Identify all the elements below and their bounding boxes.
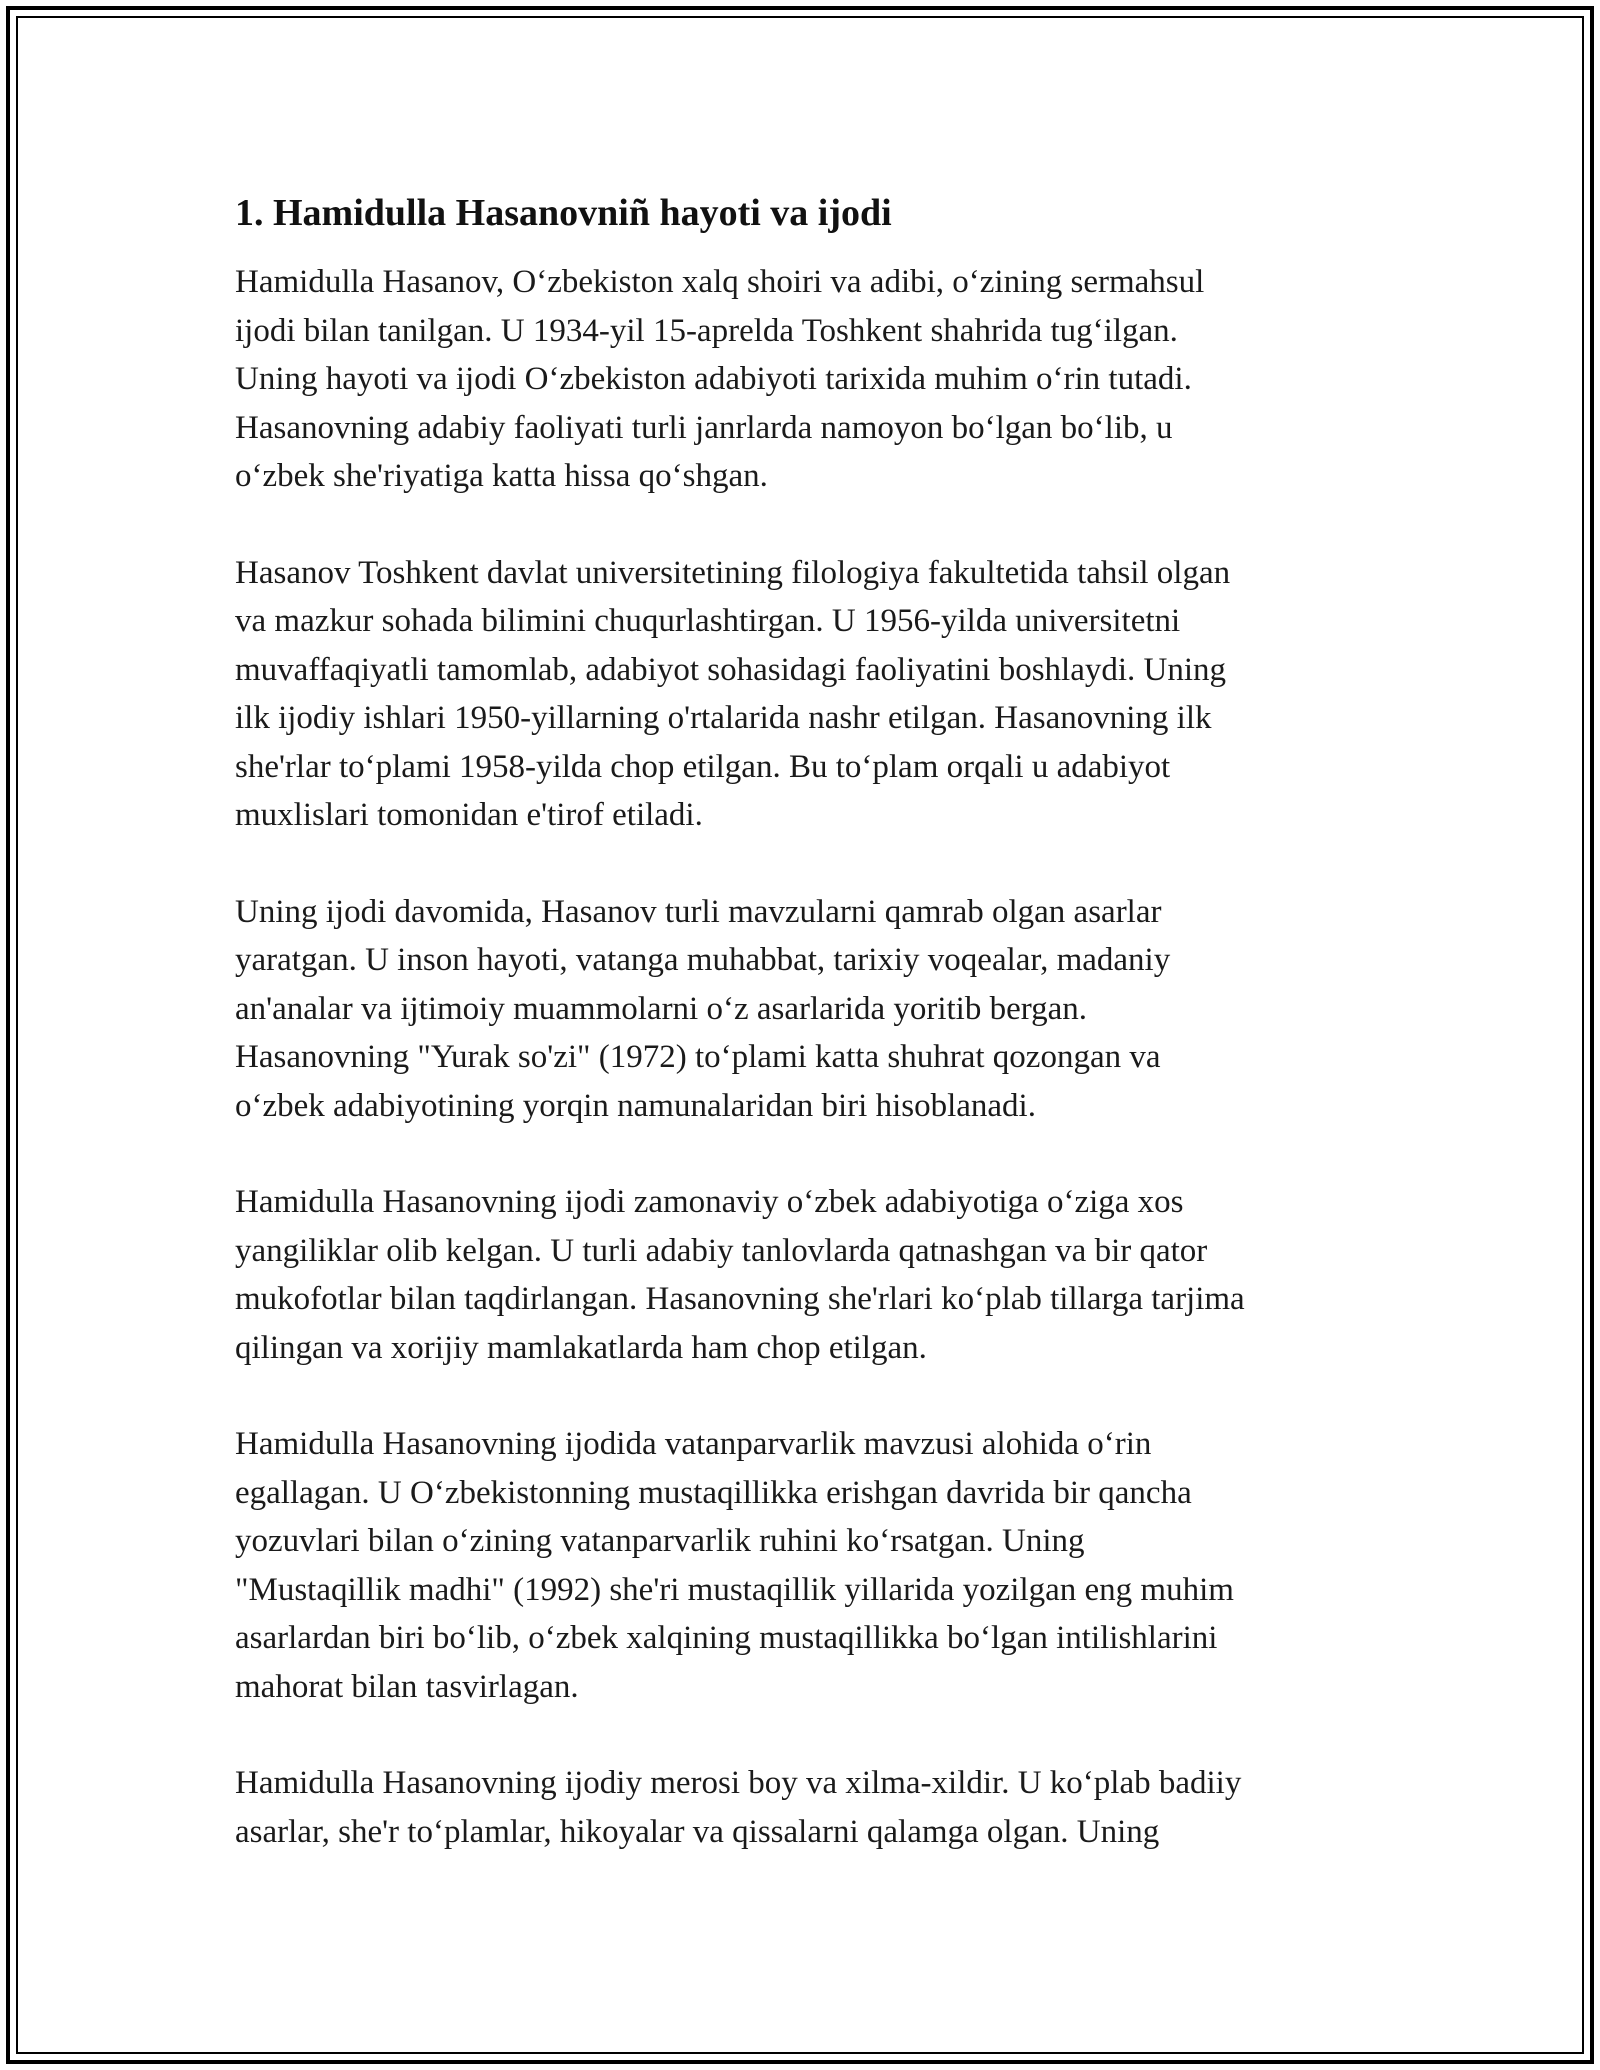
paragraph-4: Hamidulla Hasanovning ijodi zamonaviy o‘zbek adabiyotiga o‘ziga xos yangiliklar olib kelgan. U turli adabiy tanlovlarda qatnashgan va bir qator mukofotlar bilan taqdirlangan. Hasanovning she'rlari ko‘plab tillarga tarjima qilingan va xorijiy mamlakatlarda ham chop etilgan.	[235, 1184, 1245, 1366]
section-heading: 1. Hamidulla Hasanovniñ hayoti va ijodi	[235, 192, 892, 234]
paragraph-6: Hamidulla Hasanovning ijodiy merosi boy va xilma-xildir. U ko‘plab badiiy asarlar, she'r to‘plamlar, hikoyalar va qissalarni qalamga olgan. Uning	[235, 1765, 1242, 1850]
paragraph-2: Hasanov Toshkent davlat universitetining filologiya fakultetida tahsil olgan va mazkur sohada bilimini chuqurlashtirgan. U 1956-yilda universitetni muvaffaqiyatli tamomlab, adabiyot sohasidagi faoliyatini boshlaydi. Uning ilk ijodiy ishlari 1950-yillarning o'rtalarida nashr etilgan. Hasanovning ilk she'rlar to‘plami 1958-yilda chop etilgan. Bu to‘plam orqali u adabiyot muxlislari tomonidan e'tirof etiladi.	[235, 554, 1231, 833]
paragraph-1: Hamidulla Hasanov, O‘zbekiston xalq shoiri va adibi, o‘zining sermahsul ijodi bilan tanilgan. U 1934-yil 15-aprelda Toshkent shahrida tug‘ilgan. Uning hayoti va ijodi O‘zbekiston adabiyoti tarixida muhim o‘rin tutadi. Hasanovning adabiy faoliyati turli janrlarda namoyon bo‘lgan bo‘lib, u o‘zbek she'riyatiga katta hissa qo‘shgan.	[235, 264, 1205, 494]
paragraph-3: Uning ijodi davomida, Hasanov turli mavzularni qamrab olgan asarlar yaratgan. U inson hayoti, vatanga muhabbat, tarixiy voqealar, madaniy an'analar va ijtimoiy muammolarni o‘z asarlarida yoritib bergan. Hasanovning "Yurak so'zi" (1972) to‘plami katta shuhrat qozongan va o‘zbek adabiyotining yorqin namunalaridan biri hisoblanadi.	[235, 893, 1171, 1124]
document-body	[235, 188, 1375, 1904]
paragraph-5: Hamidulla Hasanovning ijodida vatanparvarlik mavzusi alohida o‘rin egallagan. U O‘zbekistonning mustaqillikka erishgan davrida bir qancha yozuvlari bilan o‘zining vatanparvarlik ruhini ko‘rsatgan. Uning "Mustaqillik madhi" (1992) she'ri mustaqillik yillarida yozilgan eng muhim asarlardan biri bo‘lib, o‘zbek xalqining mustaqillikka bo‘lgan intilishlarini mahorat bilan tasvirlagan.	[235, 1426, 1234, 1705]
